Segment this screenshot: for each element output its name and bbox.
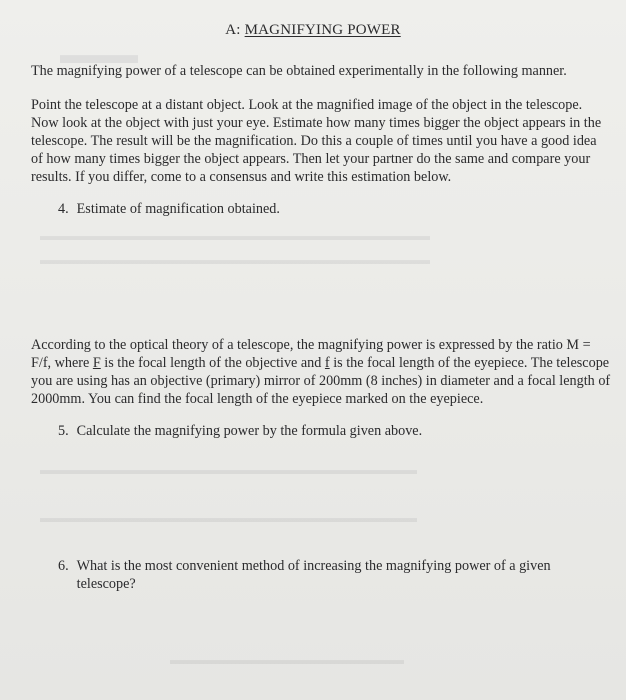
question-number: 5. (58, 423, 69, 439)
variable-f: f (324, 355, 330, 371)
theory-text: is the focal length of the objective and (100, 355, 325, 371)
theory-text: is the focal length of the eyepiece. The telescope you are using has an objective (primary) mirror of 200mm (8 inches) in diameter and a focal length of 2000mm. You can find the focal length of the eyepiece marked on the eyepiece. (31, 355, 611, 407)
question-text: Estimate of magnification obtained. (76, 201, 280, 217)
question-5 (58, 422, 603, 440)
bleed-through-mark: ▬▬▬▬▬▬▬▬▬▬▬▬▬▬▬▬▬▬▬▬▬▬▬▬▬▬▬▬▬▬ (40, 252, 430, 267)
intro-paragraph: The magnifying power of a telescope can be obtained experimentally in the following manner. (31, 63, 567, 79)
section-heading: MAGNIFYING POWER (244, 22, 401, 38)
section-letter: A: (225, 22, 241, 38)
bleed-through-mark: ▬▬▬▬▬▬▬▬▬▬▬▬▬▬▬▬▬▬▬▬▬▬▬▬▬▬▬▬▬▬ (40, 228, 430, 243)
theory-paragraph (31, 336, 611, 408)
question-text: Calculate the magnifying power by the formula given above. (76, 423, 423, 439)
bleed-through-mark: ▬▬▬▬▬▬▬▬▬▬▬▬▬▬▬▬▬▬ (170, 652, 404, 667)
instructions-paragraph: Point the telescope at a distant object. Look at the magnified image of the object in the telescope. Now look at the object with just your eye. Estimate how many times bigger the object appears in the telescope. The result will be the magnification. Do this a couple of times until you have a good idea of how many times bigger the object appears. Then let your partner do the same and compare your results. If you differ, come to a consensus and write this estimation below. (31, 97, 602, 185)
bleed-through-mark: ▬▬▬▬▬▬▬▬▬▬▬▬▬▬▬▬▬▬▬▬▬▬▬▬▬▬▬▬▬ (40, 510, 417, 525)
question-number: 6. (58, 558, 69, 574)
question-4 (58, 200, 603, 218)
question-6 (58, 557, 603, 593)
section-title (0, 22, 626, 39)
question-text: What is the most convenient method of increasing the magnifying power of a given telescope? (76, 558, 551, 592)
question-number: 4. (58, 201, 69, 217)
theory-text: According to the optical theory of a telescope, the magnifying power is expressed by the ratio M = F/f, where (31, 337, 591, 371)
bleed-through-mark: ▬▬▬▬▬▬▬▬▬▬▬▬▬▬▬▬▬▬▬▬▬▬▬▬▬▬▬▬▬ (40, 462, 417, 477)
bleed-through-mark: ▬▬▬ (60, 40, 138, 69)
variable-F: F (92, 355, 101, 371)
